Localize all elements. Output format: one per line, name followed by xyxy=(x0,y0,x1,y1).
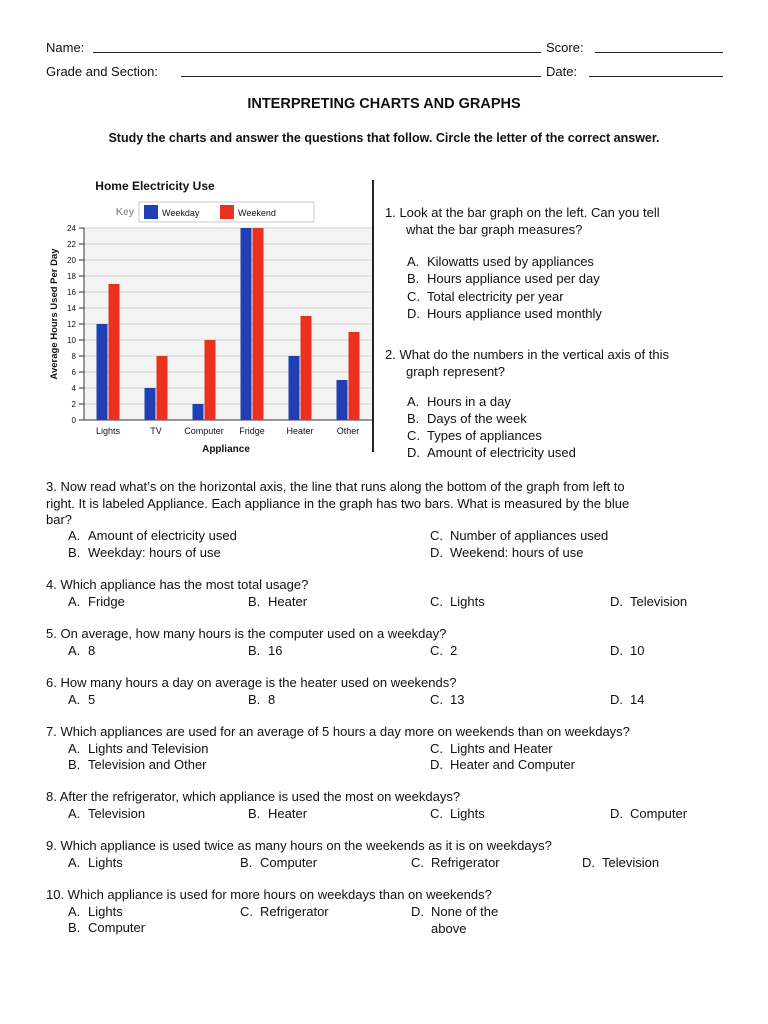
q10-option-d-line-2: above xyxy=(431,920,467,936)
q7-option-a[interactable]: A. Lights and Television xyxy=(68,741,209,756)
legend-weekend-label: Weekend xyxy=(238,208,276,218)
question-6: 6. How many hours a day on average is the heater used on weekends? xyxy=(46,675,457,690)
chart-x-ticks xyxy=(96,426,359,436)
q7-option-c[interactable]: C. Lights and Heater xyxy=(430,741,553,756)
y-tick-label: 8 xyxy=(71,352,76,361)
bar-weekend-heater xyxy=(301,316,312,420)
q6-option-b[interactable]: B. 8 xyxy=(248,692,276,707)
question-2 xyxy=(385,347,669,380)
legend-weekday-label: Weekday xyxy=(162,208,200,218)
date-field[interactable] xyxy=(589,76,723,77)
q4-option-b[interactable]: B. Heater xyxy=(248,594,308,609)
q10-option-a[interactable]: A. Lights xyxy=(68,904,123,919)
q8-option-d[interactable]: D. Computer xyxy=(610,806,688,821)
q6-option-c[interactable]: C. 13 xyxy=(430,692,465,707)
question-3 xyxy=(46,479,629,529)
y-tick-label: 24 xyxy=(67,224,76,233)
q7-option-b[interactable]: B. Television and Other xyxy=(68,757,207,772)
bar-weekend-computer xyxy=(205,340,216,420)
q2-option-b[interactable]: B. Days of the week xyxy=(407,411,527,426)
question-1-line-2: what the bar graph measures? xyxy=(406,221,583,237)
q2-option-c[interactable]: C. Types of appliances xyxy=(407,428,542,443)
q1-option-c[interactable]: C. Total electricity per year xyxy=(407,289,564,304)
question-5: 5. On average, how many hours is the computer used on a weekday? xyxy=(46,626,447,641)
question-3-line-3: bar? xyxy=(46,512,73,527)
question-8: 8. After the refrigerator, which appliance is used the most on weekdays? xyxy=(46,789,461,804)
bar-weekday-computer xyxy=(193,404,204,420)
y-tick-label: 16 xyxy=(67,288,76,297)
q9-option-c[interactable]: C. Refrigerator xyxy=(411,855,500,870)
q8-option-c[interactable]: C. Lights xyxy=(430,806,485,821)
q3-option-a[interactable]: A. Amount of electricity used xyxy=(68,528,237,543)
question-2-line-2: graph represent? xyxy=(406,363,506,379)
page-title: INTERPRETING CHARTS AND GRAPHS xyxy=(247,96,521,112)
q10-option-c[interactable]: C. Refrigerator xyxy=(240,904,329,919)
bar-weekend-lights xyxy=(109,284,120,420)
bar-weekend-fridge xyxy=(253,228,264,420)
q1-option-d[interactable]: D. Hours appliance used monthly xyxy=(407,306,602,321)
grade-field[interactable] xyxy=(181,76,541,77)
x-axis-label: Appliance xyxy=(202,444,250,455)
question-2-line-1: 2. What do the numbers in the vertical axis of this xyxy=(385,347,669,362)
question-3-line-2: right. It is labeled Appliance. Each appliance in the graph has two bars. What is measured by the blue xyxy=(46,495,630,511)
q9-option-a[interactable]: A. Lights xyxy=(68,855,123,870)
legend-weekday-swatch xyxy=(144,205,158,219)
y-tick-label: 6 xyxy=(71,368,76,377)
y-tick-label: 2 xyxy=(71,400,76,409)
q8-option-a[interactable]: A. Television xyxy=(68,806,146,821)
question-10: 10. Which appliance is used for more hours on weekdays than on weekends? xyxy=(46,887,492,902)
bar-weekend-tv xyxy=(157,356,168,420)
bar-weekday-heater xyxy=(289,356,300,420)
name-label: Name: xyxy=(46,40,85,55)
x-tick-label: Computer xyxy=(184,426,224,436)
y-tick-label: 18 xyxy=(67,272,76,281)
q9-option-b[interactable]: B. Computer xyxy=(240,855,318,870)
q4-option-c[interactable]: C. Lights xyxy=(430,594,485,609)
bar-weekday-lights xyxy=(97,324,108,420)
chart-y-ticks xyxy=(67,224,84,425)
y-tick-label: 12 xyxy=(67,320,76,329)
question-9: 9. Which appliance is used twice as many hours on the weekends as it is on weekdays? xyxy=(46,838,552,853)
q7-option-d[interactable]: D. Heater and Computer xyxy=(430,757,576,772)
date-label: Date: xyxy=(546,64,578,79)
q10-option-d[interactable]: D. None of the above xyxy=(411,904,499,936)
legend-key-label: Key xyxy=(115,207,135,218)
y-tick-label: 4 xyxy=(71,384,76,393)
y-tick-label: 22 xyxy=(67,240,76,249)
question-1 xyxy=(385,205,660,238)
q5-option-c[interactable]: C. 2 xyxy=(430,643,458,658)
q5-option-d[interactable]: D. 10 xyxy=(610,643,645,658)
q5-option-b[interactable]: B. 16 xyxy=(248,643,283,658)
name-field[interactable] xyxy=(93,52,541,53)
grade-label: Grade and Section: xyxy=(46,64,159,79)
q1-option-a[interactable]: A. Kilowatts used by appliances xyxy=(407,254,594,269)
question-3-line-1: 3. Now read what’s on the horizontal axis, the line that runs along the bottom of the graph from left to xyxy=(46,479,625,494)
x-tick-label: Lights xyxy=(95,426,121,436)
q5-option-a[interactable]: A. 8 xyxy=(68,643,96,658)
q2-option-d[interactable]: D. Amount of electricity used xyxy=(407,445,576,460)
chart-grid xyxy=(84,228,372,420)
q3-option-b[interactable]: B. Weekday: hours of use xyxy=(68,545,221,560)
x-tick-label: Other xyxy=(336,426,360,436)
q1-option-b[interactable]: B. Hours appliance used per day xyxy=(407,271,600,286)
column-divider xyxy=(372,180,374,452)
instructions: Study the charts and answer the questions that follow. Circle the letter of the correct answer. xyxy=(108,131,660,145)
y-tick-label: 14 xyxy=(67,304,76,313)
q3-option-c[interactable]: C. Number of appliances used xyxy=(430,528,609,543)
question-1-line-1: 1. Look at the bar graph on the left. Can you tell xyxy=(385,205,660,220)
bar-weekday-fridge xyxy=(241,228,252,420)
q3-option-d[interactable]: D. Weekend: hours of use xyxy=(430,545,584,560)
q8-option-b[interactable]: B. Heater xyxy=(248,806,308,821)
score-label: Score: xyxy=(546,40,584,55)
question-7: 7. Which appliances are used for an average of 5 hours a day more on weekends than on weekdays? xyxy=(46,724,630,739)
bar-weekday-tv xyxy=(145,388,156,420)
chart-title: Home Electricity Use xyxy=(95,179,215,193)
y-axis-label: Average Hours Used Per Day xyxy=(49,248,60,380)
q6-option-d[interactable]: D. 14 xyxy=(610,692,645,707)
score-field[interactable] xyxy=(595,52,723,53)
y-tick-label: 0 xyxy=(71,416,76,425)
x-tick-label: TV xyxy=(150,426,162,436)
q4-option-a[interactable]: A. Fridge xyxy=(68,594,125,609)
q6-option-a[interactable]: A. 5 xyxy=(68,692,96,707)
x-tick-label: Fridge xyxy=(239,426,265,436)
bar-weekend-other xyxy=(349,332,360,420)
legend-weekend-swatch xyxy=(220,205,234,219)
q9-option-d[interactable]: D. Television xyxy=(582,855,660,870)
x-tick-label: Heater xyxy=(286,426,314,436)
q4-option-d[interactable]: D. Television xyxy=(610,594,688,609)
q2-option-a[interactable]: A. Hours in a day xyxy=(407,394,511,409)
bar-weekday-other xyxy=(337,380,348,420)
question-4: 4. Which appliance has the most total usage? xyxy=(46,577,309,592)
bar-chart xyxy=(40,174,372,460)
q10-option-b[interactable]: B. Computer xyxy=(68,920,146,935)
y-tick-label: 10 xyxy=(67,336,76,345)
y-tick-label: 20 xyxy=(67,256,76,265)
